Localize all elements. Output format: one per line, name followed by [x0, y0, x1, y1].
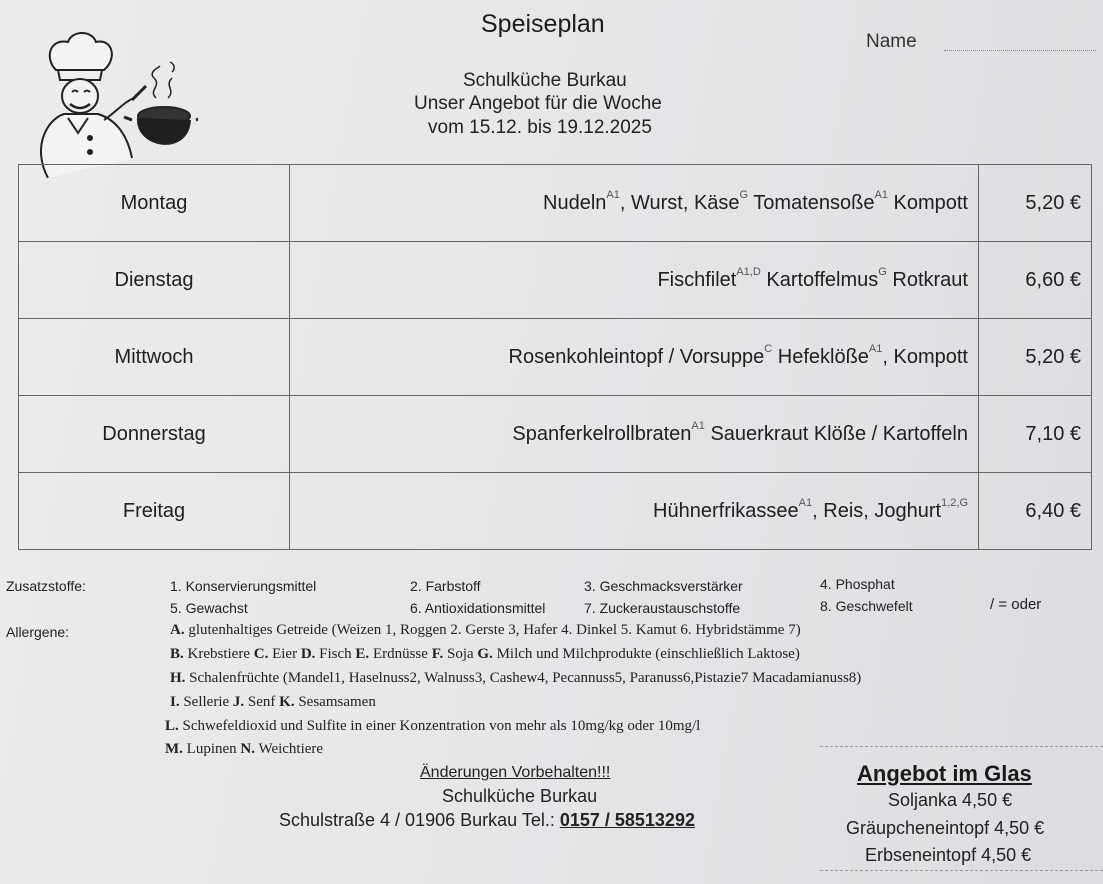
allergen-line-b-g: B. Krebstiere C. Eier D. Fisch E. Erdnüsse F. Soja G. Milch und Milchprodukte (einschließlich Laktose)	[170, 646, 800, 662]
price-cell: 5,20 €	[979, 319, 1092, 396]
allergen-line-i-k: I. Sellerie J. Senf K. Sesamsamen	[170, 694, 376, 710]
dish-text: Sauerkraut Klöße / Kartoffeln	[704, 422, 968, 445]
table-row	[19, 473, 1092, 550]
glass-offer-item: Gräupcheneintopf 4,50 €	[846, 818, 1045, 838]
dish-text: Hühnerfrikassee	[653, 499, 799, 522]
dish-text: , Kompott	[882, 345, 968, 368]
allergen-code: A1	[874, 188, 888, 201]
day-cell: Freitag	[19, 473, 290, 550]
additive-item: 5. Gewachst	[170, 600, 248, 616]
offer-line: Unser Angebot für die Woche	[414, 93, 662, 114]
allergen-line-l: L. Schwefeldioxid und Sulfite in einer Konzentration von mehr als 10mg/kg oder 10mg/l	[165, 718, 701, 734]
additive-item: 6. Antioxidationsmittel	[410, 600, 546, 616]
table-row	[19, 396, 1092, 473]
phone-number: 0157 / 58513292	[559, 810, 695, 830]
dish-text: Rosenkohleintopf / Vorsuppe	[508, 345, 765, 368]
dish-text: Fischfilet	[657, 268, 737, 291]
allergen-code: G	[878, 265, 887, 278]
changes-note: Änderungen Vorbehalten!!!	[420, 764, 611, 781]
price-cell: 6,40 €	[979, 473, 1092, 550]
dish-text: , Wurst, Käse	[619, 191, 740, 214]
additive-item: 1. Konservierungsmittel	[170, 578, 317, 594]
dish-text: Kompott	[887, 191, 968, 214]
allergen-line-a: A. glutenhaltiges Getreide (Weizen 1, Roggen 2. Gerste 3, Hafer 4. Dinkel 5. Kamut 6. Hybridstämme 7)	[170, 622, 801, 638]
dish-text: Kartoffelmus	[760, 268, 879, 291]
allergen-code: A1	[868, 342, 883, 355]
day-cell: Dienstag	[19, 242, 290, 319]
dish-text: , Reis, Joghurt	[812, 499, 942, 522]
glass-offer-item: Soljanka 4,50 €	[888, 790, 1013, 810]
or-symbol-note: / = oder	[990, 596, 1042, 613]
price-cell: 5,20 €	[979, 165, 1092, 242]
dish-text: Nudeln	[543, 191, 607, 214]
dish-cell	[290, 319, 979, 396]
price-cell: 6,60 €	[979, 242, 1092, 319]
table-row	[19, 319, 1092, 396]
chef-illustration	[28, 28, 198, 178]
glass-offer-title: Angebot im Glas	[857, 761, 1032, 786]
dish-text: Tomatensoße	[748, 191, 875, 214]
dish-text: Spanferkelrollbraten	[512, 422, 692, 445]
menu-table	[18, 164, 1092, 550]
kitchen-name: Schulküche Burkau	[463, 70, 627, 91]
dish-text: Rotkraut	[886, 268, 968, 291]
day-cell: Montag	[19, 165, 290, 242]
table-row	[19, 165, 1092, 242]
allergen-code: A1	[606, 188, 620, 201]
additive-item: 3. Geschmacksverstärker	[584, 578, 743, 594]
allergen-code: 1,2,G	[941, 496, 968, 509]
allergen-code: A1	[691, 419, 705, 432]
name-label: Name	[866, 31, 917, 52]
dish-cell	[290, 165, 979, 242]
dish-cell	[290, 242, 979, 319]
day-cell: Donnerstag	[19, 396, 290, 473]
footer-address: Schulstraße 4 / 01906 Burkau Tel.: 0157 / 58513292	[279, 810, 695, 830]
price-cell: 7,10 €	[979, 396, 1092, 473]
dashed-divider	[820, 746, 1103, 747]
allergen-code: A1,D	[736, 265, 761, 278]
dish-text: Hefeklöße	[772, 345, 869, 368]
allergen-code: C	[764, 342, 773, 355]
footer-kitchen-name: Schulküche Burkau	[442, 786, 598, 806]
date-range: vom 15.12. bis 19.12.2025	[428, 117, 652, 138]
page-title: Speiseplan	[481, 10, 605, 38]
allergen-code: A1	[798, 496, 813, 509]
allergen-line-h: H. Schalenfrüchte (Mandel1, Haselnuss2, Walnuss3, Cashew4, Pecannuss5, Paranuss6,Pistazie7 Macadamianuss8)	[170, 670, 862, 686]
additive-item: 8. Geschwefelt	[820, 598, 913, 614]
additive-item: 4. Phosphat	[820, 576, 895, 592]
day-cell: Mittwoch	[19, 319, 290, 396]
allergen-code: G	[739, 188, 749, 201]
glass-offer-item: Erbseneintopf 4,50 €	[865, 845, 1032, 865]
additive-item: 7. Zuckeraustauschstoffe	[584, 600, 741, 616]
additives-label: Zusatzstoffe:	[6, 578, 86, 594]
table-row	[19, 242, 1092, 319]
allergens-label: Allergene:	[6, 624, 70, 640]
dish-cell	[290, 473, 979, 550]
additive-item: 2. Farbstoff	[410, 578, 481, 594]
allergen-line-m-n: M. Lupinen N. Weichtiere	[165, 741, 324, 757]
dashed-divider	[820, 870, 1103, 871]
dish-cell	[290, 396, 979, 473]
name-field-line	[944, 50, 1096, 51]
